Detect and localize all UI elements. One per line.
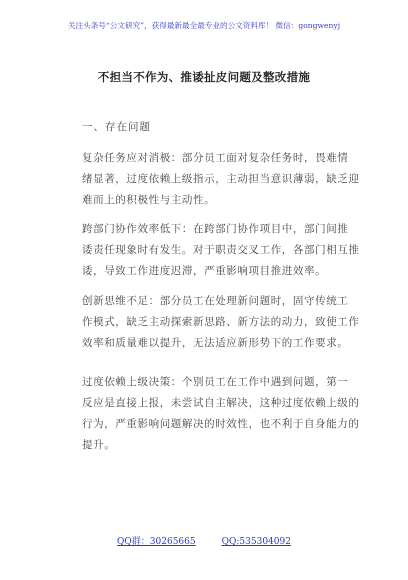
paragraph-line: 作模式，缺乏主动探索新思路、新方法的动力，致使工作 — [82, 316, 360, 328]
paragraph-line: 过度依赖上级决策：个别员工在工作中遇到问题，第一 — [82, 376, 349, 388]
paragraph-line: 反应是直接上报，未尝试自主解决，这种过度依赖上级的 — [82, 397, 360, 409]
section-heading: 一、存在问题 — [82, 121, 151, 133]
paragraph-line: 诿，导致工作进度迟滞，严重影响项目推进效率。 — [82, 265, 327, 277]
paragraph-line: 诿责任现象时有发生。对于职责交叉工作，各部门相互推 — [82, 244, 360, 256]
footer-contacts — [0, 534, 408, 547]
qq-group-link[interactable]: QQ群：30265665 — [117, 537, 196, 547]
paragraph-line: 提升。 — [82, 439, 116, 451]
paragraph-line: 复杂任务应对消极：部分员工面对复杂任务时，畏难情 — [82, 152, 349, 164]
paragraph-line: 绪显著，过度依赖上级指示，主动担当意识薄弱，缺乏迎 — [82, 173, 360, 185]
paragraph-line: 难而上的积极性与主动性。 — [82, 194, 216, 206]
paragraph-over-reliance — [82, 372, 360, 456]
paragraph-line: 创新思维不足：部分员工在处理新问题时，固守传统工 — [82, 295, 349, 307]
paragraph-line: 跨部门协作效率低下：在跨部门协作项目中，部门间推 — [82, 223, 349, 235]
document-title: 不担当不作为、推诿扯皮问题及整改措施 — [97, 70, 311, 84]
paragraph-innovation — [82, 291, 360, 354]
paragraph-cross-department — [82, 219, 360, 282]
paragraph-line: 效率和质量难以提升，无法适应新形势下的工作要求。 — [82, 337, 349, 349]
qq-contact-link[interactable]: QQ:535304092 — [221, 537, 291, 547]
paragraph-line: 行为，严重影响问题解决的时效性，也不利于自身能力的 — [82, 418, 360, 430]
paragraph-complex-tasks — [82, 148, 360, 211]
header-notice: 关注头条号“公文研究”，获得最新最全最专业的公文资料库！ 微信：gongwenyj — [67, 21, 341, 30]
